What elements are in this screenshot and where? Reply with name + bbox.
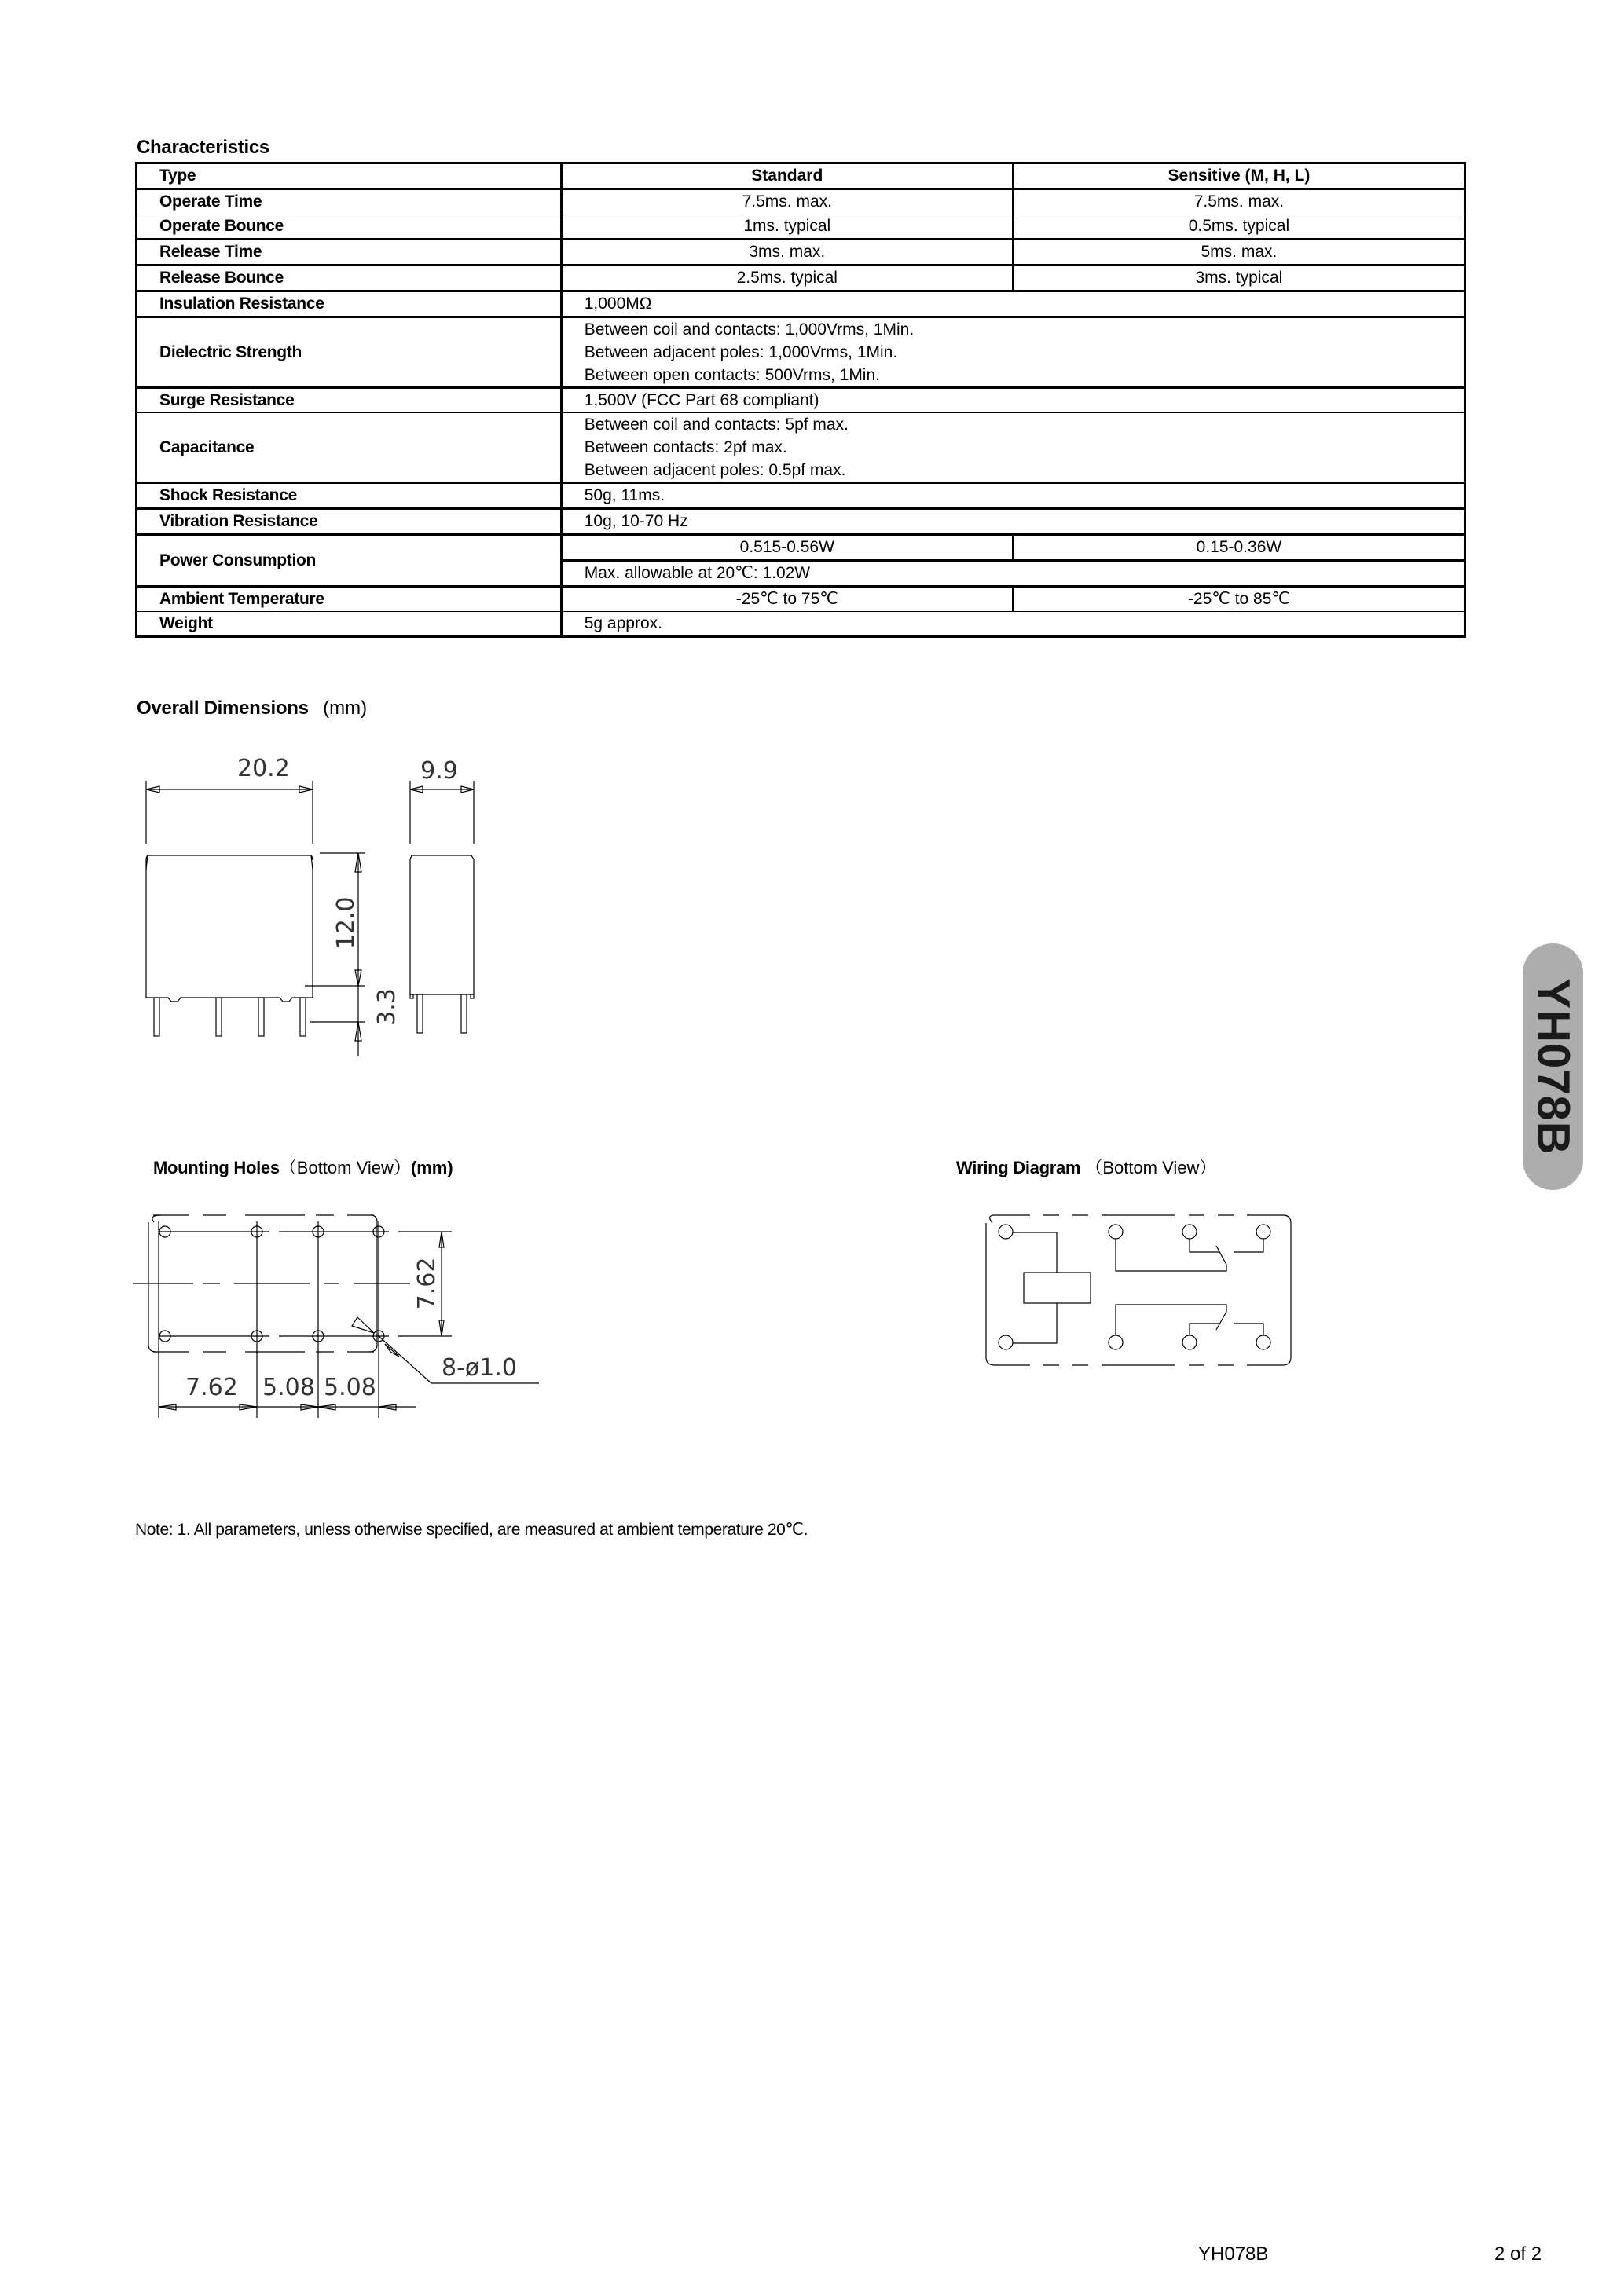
cell-value: 5g approx.: [561, 612, 1465, 637]
row-label: Operate Time: [137, 189, 562, 214]
col-spacing-3-label: 5.08: [324, 1374, 376, 1401]
wiring-diagram-title: Wiring Diagram: [956, 1158, 1081, 1177]
side-tab-label: YH078B: [1527, 978, 1578, 1155]
dim-pin-length-label: 3.3: [373, 988, 401, 1026]
cell-value: 50g, 11ms.: [561, 483, 1465, 509]
model-side-tab: [1523, 943, 1583, 1190]
row-label: Release Bounce: [137, 265, 562, 291]
row-label: Release Time: [137, 240, 562, 265]
value-line: Between open contacts: 500Vrms, 1Min.: [584, 366, 880, 384]
overall-dimensions-unit: (mm): [323, 698, 368, 719]
wiring-diagram-heading: [956, 1155, 1216, 1179]
wiring-diagram-view: （Bottom View）: [1085, 1158, 1217, 1177]
cell-standard: 3ms. max.: [561, 240, 1013, 265]
dimension-labels: [237, 755, 458, 1026]
cell-sensitive: 0.5ms. typical: [1013, 214, 1465, 240]
mounting-holes-title: Mounting Holes: [153, 1158, 280, 1177]
cell-sensitive: 5ms. max.: [1013, 240, 1465, 265]
dim-width-label: 20.2: [237, 755, 290, 782]
dim-height-label: 12.0: [332, 896, 360, 950]
row-label: Weight: [137, 612, 562, 637]
wiring-diagram-drawing: [986, 1215, 1291, 1365]
cell-sensitive: 3ms. typical: [1013, 265, 1465, 291]
value-line: Between contacts: 2pf max.: [584, 438, 787, 456]
holes-label: 8-ø1.0: [442, 1354, 517, 1382]
footer-page-number: 2 of 2: [1494, 2243, 1542, 2265]
cell-value: Max. allowable at 20℃: 1.02W: [561, 561, 1465, 587]
cell-standard: 1ms. typical: [561, 214, 1013, 240]
header-standard: Standard: [561, 163, 1013, 189]
row-label: Insulation Resistance: [137, 291, 562, 317]
row-label: Shock Resistance: [137, 483, 562, 509]
mounting-labels: [185, 1258, 517, 1401]
header-sensitive: Sensitive (M, H, L): [1013, 163, 1465, 189]
overall-dimensions-title: Overall Dimensions: [137, 698, 309, 719]
header-type: Type: [137, 163, 562, 189]
mounting-holes-view: （Bottom View）: [279, 1158, 411, 1177]
cell-value: 10g, 10-70 Hz: [561, 509, 1465, 535]
cell-standard: 0.515-0.56W: [561, 535, 1013, 561]
dim-depth-label: 9.9: [420, 757, 458, 785]
front-view-drawing: [146, 781, 474, 1056]
col-spacing-1-label: 7.62: [185, 1374, 238, 1401]
row-label: Vibration Resistance: [137, 509, 562, 535]
value-line: Between coil and contacts: 1,000Vrms, 1Min.: [584, 320, 915, 339]
characteristics-title: Characteristics: [137, 137, 269, 158]
value-line: Between adjacent poles: 1,000Vrms, 1Min.: [584, 343, 898, 361]
row-label: Surge Resistance: [137, 388, 562, 413]
value-line: Between coil and contacts: 5pf max.: [584, 416, 849, 434]
cell-sensitive: 0.15-0.36W: [1013, 535, 1465, 561]
mounting-holes-unit: (mm): [410, 1158, 453, 1177]
cell-standard: 2.5ms. typical: [561, 265, 1013, 291]
col-spacing-2-label: 5.08: [262, 1374, 315, 1401]
row-label: Dielectric Strength: [137, 317, 562, 388]
row-label: Ambient Temperature: [137, 587, 562, 612]
cell-standard: 7.5ms. max.: [561, 189, 1013, 214]
row-spacing-label: 7.62: [413, 1257, 441, 1310]
row-label: Capacitance: [137, 413, 562, 483]
cell-value: 1,000MΩ: [561, 291, 1465, 317]
cell-sensitive: -25℃ to 85℃: [1013, 587, 1465, 612]
mounting-holes-heading: [153, 1155, 453, 1179]
cell-sensitive: 7.5ms. max.: [1013, 189, 1465, 214]
cell-value: 1,500V (FCC Part 68 compliant): [561, 388, 1465, 413]
row-label: Power Consumption: [137, 535, 562, 587]
value-line: Between adjacent poles: 0.5pf max.: [584, 461, 846, 479]
row-label: Operate Bounce: [137, 214, 562, 240]
cell-standard: -25℃ to 75℃: [561, 587, 1013, 612]
footer-model: YH078B: [1198, 2243, 1269, 2265]
note-text: Note: 1. All parameters, unless otherwise specified, are measured at ambient temperature 20℃.: [135, 1521, 808, 1539]
